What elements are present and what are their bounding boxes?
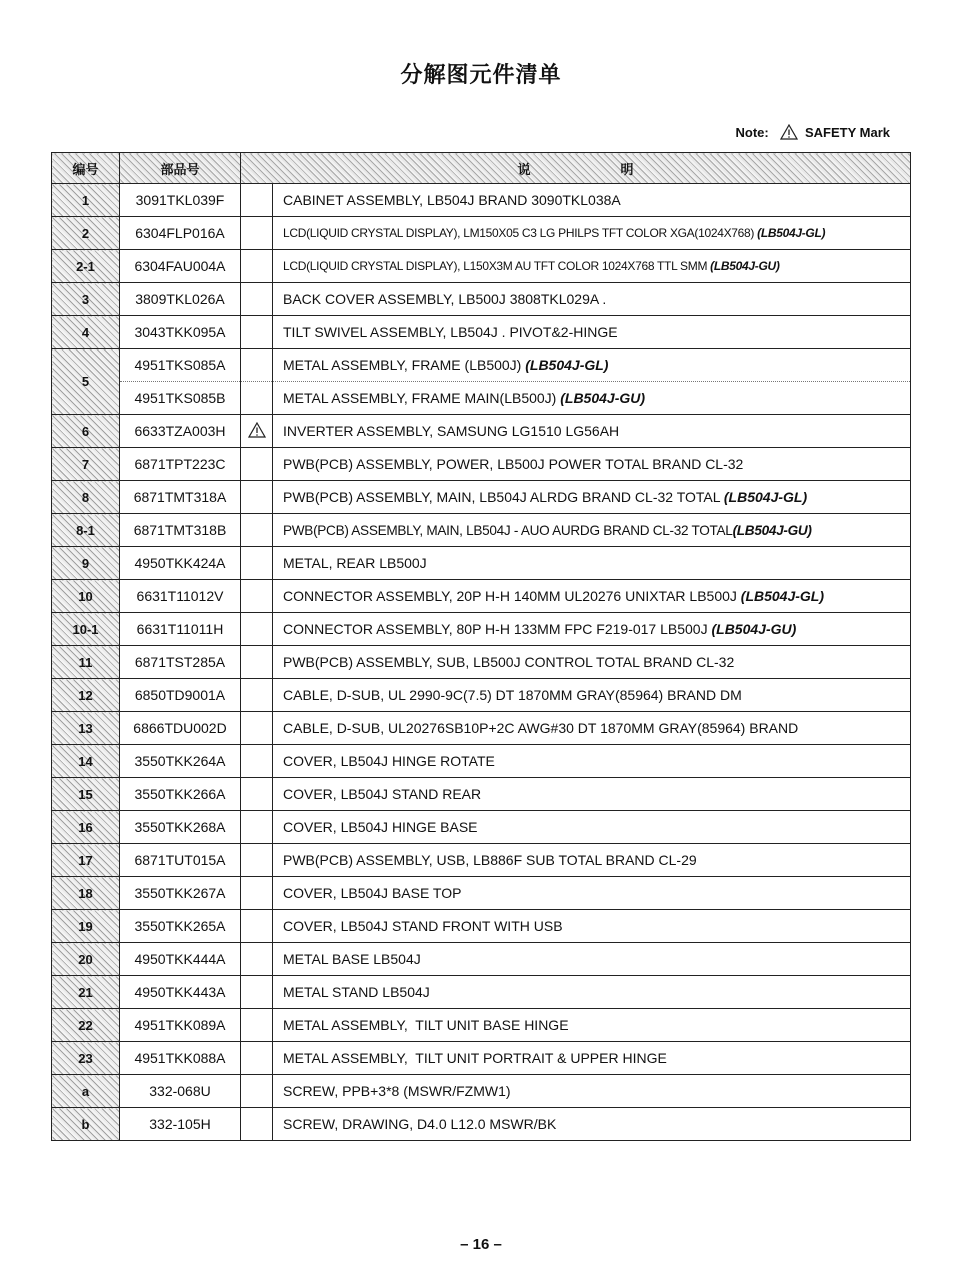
item-number: 3	[52, 283, 120, 316]
description	[273, 679, 911, 712]
item-number: 20	[52, 943, 120, 976]
part-number: 3550TKK264A	[120, 745, 241, 778]
part-number: 6631T11012V	[120, 580, 241, 613]
description-text: PWB(PCB) ASSEMBLY, MAIN, LB504J ALRDG BRAND CL-32 TOTAL	[283, 489, 724, 505]
safety-mark-cell	[241, 877, 273, 910]
header-no: 编号	[52, 153, 120, 184]
description	[273, 283, 911, 316]
safety-mark-cell	[241, 1009, 273, 1042]
safety-mark-cell	[241, 1042, 273, 1075]
table-row	[52, 910, 911, 943]
header-description-a: 说	[517, 161, 531, 177]
description	[273, 712, 911, 745]
description-text: SCREW, PPB+3*8 (MSWR/FZMW1)	[283, 1083, 511, 1099]
description-text: COVER, LB504J HINGE BASE	[283, 819, 478, 835]
safety-mark-cell	[241, 514, 273, 547]
part-number: 6633TZA003H	[120, 415, 241, 448]
description-text: COVER, LB504J BASE TOP	[283, 885, 462, 901]
safety-mark-cell	[241, 976, 273, 1009]
description-text: INVERTER ASSEMBLY, SAMSUNG LG1510 LG56AH	[283, 423, 620, 439]
description-text: BACK COVER ASSEMBLY, LB500J 3808TKL029A .	[283, 291, 607, 307]
table-row	[52, 514, 911, 547]
part-number: 332-105H	[120, 1108, 241, 1141]
model-variant: (LB504J-GL)	[723, 489, 808, 505]
safety-mark-cell	[241, 778, 273, 811]
part-number: 6850TD9001A	[120, 679, 241, 712]
part-number: 6871TST285A	[120, 646, 241, 679]
safety-mark-text: SAFETY Mark	[804, 125, 890, 140]
header-description	[241, 153, 911, 184]
model-variant: (LB504J-GU)	[710, 259, 780, 273]
safety-mark-cell	[241, 349, 273, 382]
safety-mark-cell	[241, 811, 273, 844]
safety-mark-cell	[241, 646, 273, 679]
description-text: PWB(PCB) ASSEMBLY, MAIN, LB504J - AUO AURDG BRAND CL-32 TOTAL	[283, 522, 733, 538]
description-text: LCD(LIQUID CRYSTAL DISPLAY), L150X3M AU TFT COLOR 1024X768 TTL SMM	[283, 259, 711, 273]
item-number: 10	[52, 580, 120, 613]
description-text: METAL BASE LB504J	[283, 951, 421, 967]
description	[273, 547, 911, 580]
part-number: 3809TKL026A	[120, 283, 241, 316]
model-variant: (LB504J-GU)	[711, 621, 797, 637]
description-text: METAL ASSEMBLY, FRAME MAIN(LB500J)	[283, 390, 561, 406]
item-number: 17	[52, 844, 120, 877]
description	[273, 184, 911, 217]
item-number: a	[52, 1075, 120, 1108]
parts-table-body	[52, 184, 911, 1141]
description	[273, 1009, 911, 1042]
table-row	[52, 613, 911, 646]
safety-mark-cell	[241, 415, 273, 448]
safety-mark-cell	[241, 283, 273, 316]
safety-mark-cell	[241, 910, 273, 943]
table-row	[52, 283, 911, 316]
description	[273, 481, 911, 514]
description	[273, 943, 911, 976]
description	[273, 448, 911, 481]
safety-mark-cell	[241, 580, 273, 613]
description-text: METAL ASSEMBLY, FRAME (LB500J)	[283, 357, 526, 373]
note-label: Note:	[735, 125, 769, 140]
item-number: 18	[52, 877, 120, 910]
table-row	[52, 448, 911, 481]
description-text: CABLE, D-SUB, UL 2990-9C(7.5) DT 1870MM GRAY(85964) BRAND DM	[283, 687, 742, 703]
safety-mark-cell	[241, 316, 273, 349]
table-row	[52, 547, 911, 580]
item-number: 7	[52, 448, 120, 481]
description	[273, 976, 911, 1009]
item-number: 1	[52, 184, 120, 217]
part-number: 6304FAU004A	[120, 250, 241, 283]
table-row	[52, 415, 911, 448]
table-row	[52, 745, 911, 778]
part-number: 3091TKL039F	[120, 184, 241, 217]
item-number: 23	[52, 1042, 120, 1075]
description-text: PWB(PCB) ASSEMBLY, POWER, LB500J POWER TOTAL BRAND CL-32	[283, 456, 744, 472]
item-number: 9	[52, 547, 120, 580]
description-text: COVER, LB504J STAND FRONT WITH USB	[283, 918, 563, 934]
table-row	[52, 217, 911, 250]
description	[273, 646, 911, 679]
item-number: 6	[52, 415, 120, 448]
description	[273, 415, 911, 448]
description	[273, 580, 911, 613]
safety-mark-cell	[241, 844, 273, 877]
safety-mark-cell	[241, 745, 273, 778]
table-row	[52, 844, 911, 877]
item-number: 13	[52, 712, 120, 745]
table-row	[52, 811, 911, 844]
part-number: 4951TKS085B	[120, 382, 241, 415]
description	[273, 382, 911, 415]
table-row	[52, 250, 911, 283]
item-number: 2-1	[52, 250, 120, 283]
description	[273, 877, 911, 910]
header-part-number: 部品号	[120, 153, 241, 184]
description	[273, 811, 911, 844]
header-row	[52, 153, 911, 184]
table-row	[52, 349, 911, 382]
description-text: COVER, LB504J STAND REAR	[283, 786, 482, 802]
table-row	[52, 877, 911, 910]
header-description-b: 明	[620, 161, 634, 177]
model-variant: (LB504J-GL)	[757, 226, 826, 240]
part-number: 6871TMT318A	[120, 481, 241, 514]
description-text: COVER, LB504J HINGE ROTATE	[283, 753, 495, 769]
description	[273, 1108, 911, 1141]
table-row	[52, 1009, 911, 1042]
table-row	[52, 316, 911, 349]
part-number: 332-068U	[120, 1075, 241, 1108]
safety-mark-cell	[241, 943, 273, 976]
description-text: METAL ASSEMBLY, TILT UNIT BASE HINGE	[283, 1017, 569, 1033]
part-number: 6631T11011H	[120, 613, 241, 646]
table-row	[52, 1108, 911, 1141]
part-number: 3043TKK095A	[120, 316, 241, 349]
warning-triangle-icon	[780, 124, 798, 140]
table-row	[52, 943, 911, 976]
description-text: CONNECTOR ASSEMBLY, 80P H-H 133MM FPC F219-017 LB500J	[283, 621, 712, 637]
item-number: 22	[52, 1009, 120, 1042]
safety-mark-cell	[241, 1108, 273, 1141]
warning-triangle-icon	[248, 422, 266, 438]
description	[273, 1075, 911, 1108]
safety-mark-cell	[241, 250, 273, 283]
description	[273, 316, 911, 349]
parts-table	[51, 152, 911, 1141]
part-number: 6871TUT015A	[120, 844, 241, 877]
part-number: 6871TPT223C	[120, 448, 241, 481]
safety-mark-cell	[241, 1075, 273, 1108]
safety-mark-cell	[241, 481, 273, 514]
description-text: SCREW, DRAWING, D4.0 L12.0 MSWR/BK	[283, 1116, 557, 1132]
table-row	[52, 646, 911, 679]
description	[273, 250, 911, 283]
item-number: 15	[52, 778, 120, 811]
table-row	[52, 382, 911, 415]
part-number: 4951TKK088A	[120, 1042, 241, 1075]
safety-mark-cell	[241, 613, 273, 646]
safety-note	[736, 124, 890, 140]
part-number: 3550TKK268A	[120, 811, 241, 844]
table-row	[52, 1075, 911, 1108]
part-number: 4950TKK424A	[120, 547, 241, 580]
table-row	[52, 580, 911, 613]
description	[273, 844, 911, 877]
item-number: 8	[52, 481, 120, 514]
description-text: PWB(PCB) ASSEMBLY, USB, LB886F SUB TOTAL BRAND CL-29	[283, 852, 697, 868]
table-row	[52, 712, 911, 745]
model-variant: (LB504J-GL)	[525, 357, 609, 373]
description-text: LCD(LIQUID CRYSTAL DISPLAY), LM150X05 C3 LG PHILPS TFT COLOR XGA(1024X768)	[283, 226, 758, 240]
item-number: 19	[52, 910, 120, 943]
safety-mark-cell	[241, 217, 273, 250]
model-variant: (LB504J-GL)	[740, 588, 825, 604]
description	[273, 910, 911, 943]
table-row	[52, 481, 911, 514]
page-title: 分解图元件清单	[400, 63, 562, 88]
description-text: CABINET ASSEMBLY, LB504J BRAND 3090TKL038A	[283, 192, 621, 208]
table-row	[52, 976, 911, 1009]
part-number: 6866TDU002D	[120, 712, 241, 745]
table-row	[52, 679, 911, 712]
part-number: 3550TKK266A	[120, 778, 241, 811]
item-number: 10-1	[52, 613, 120, 646]
item-number: 16	[52, 811, 120, 844]
table-row	[52, 184, 911, 217]
part-number: 4951TKK089A	[120, 1009, 241, 1042]
safety-mark-cell	[241, 448, 273, 481]
description-text: METAL, REAR LB500J	[283, 555, 427, 571]
description-text: CONNECTOR ASSEMBLY, 20P H-H 140MM UL20276 UNIXTAR LB500J	[283, 588, 741, 604]
part-number: 4950TKK443A	[120, 976, 241, 1009]
safety-mark-cell	[241, 382, 273, 415]
safety-mark-cell	[241, 184, 273, 217]
table-row	[52, 778, 911, 811]
safety-mark-cell	[241, 679, 273, 712]
safety-mark-cell	[241, 547, 273, 580]
part-number: 6304FLP016A	[120, 217, 241, 250]
item-number: 8-1	[52, 514, 120, 547]
description	[273, 778, 911, 811]
description-text: METAL STAND LB504J	[283, 984, 430, 1000]
description-text: TILT SWIVEL ASSEMBLY, LB504J . PIVOT&2-HINGE	[283, 324, 618, 340]
item-number: 21	[52, 976, 120, 1009]
item-number: 2	[52, 217, 120, 250]
description-text: PWB(PCB) ASSEMBLY, SUB, LB500J CONTROL TOTAL BRAND CL-32	[283, 654, 735, 670]
model-variant: (LB504J-GU)	[732, 522, 812, 538]
description	[273, 514, 911, 547]
description	[273, 745, 911, 778]
description	[273, 1042, 911, 1075]
safety-mark-cell	[241, 712, 273, 745]
item-number: 11	[52, 646, 120, 679]
description	[273, 349, 911, 382]
item-number: 14	[52, 745, 120, 778]
model-variant: (LB504J-GU)	[560, 390, 646, 406]
description	[273, 613, 911, 646]
part-number: 6871TMT318B	[120, 514, 241, 547]
item-number: 5	[52, 349, 120, 415]
item-number: 12	[52, 679, 120, 712]
part-number: 3550TKK265A	[120, 910, 241, 943]
description	[273, 217, 911, 250]
item-number: 4	[52, 316, 120, 349]
part-number: 3550TKK267A	[120, 877, 241, 910]
part-number: 4950TKK444A	[120, 943, 241, 976]
description-text: CABLE, D-SUB, UL20276SB10P+2C AWG#30 DT 1870MM GRAY(85964) BRAND	[283, 720, 799, 736]
page-number: – 16 –	[460, 1236, 502, 1253]
item-number: b	[52, 1108, 120, 1141]
part-number: 4951TKS085A	[120, 349, 241, 382]
table-row	[52, 1042, 911, 1075]
description-text: METAL ASSEMBLY, TILT UNIT PORTRAIT & UPPER HINGE	[283, 1050, 667, 1066]
